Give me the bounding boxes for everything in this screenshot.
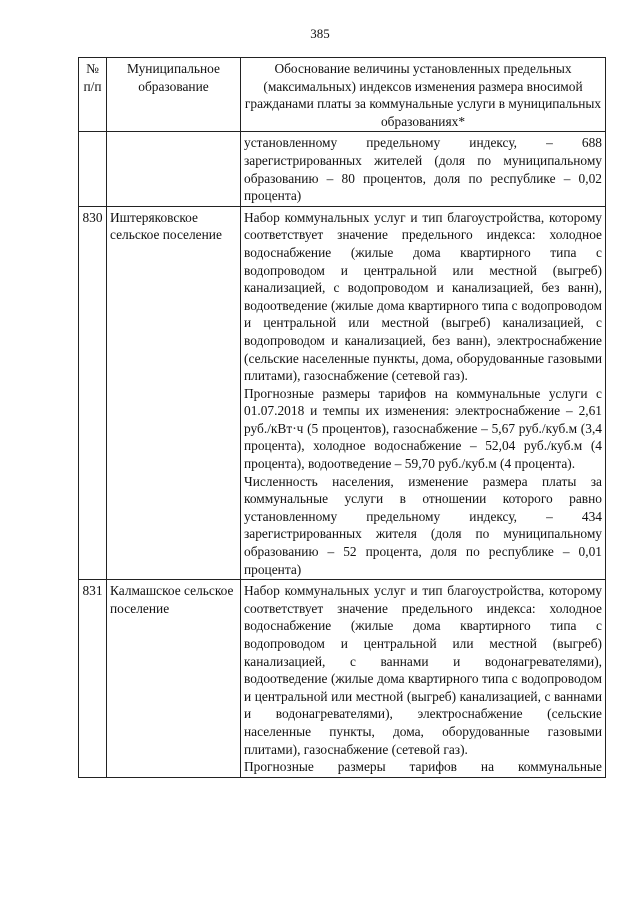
justification-paragraph: Набор коммунальных услуг и тип благоустройства, которому соответствует значение предельного индекса: холодное водоснабжение (жилые дома квартирного типа с водопроводом и центральной или местной (выгреб) канализацией, с водопроводом и канализацией, без ванн), водоотведение (жилые дома квартирного типа с водопроводом и центральной или местной (выгреб) канализацией, с водопроводом и канализацией, без ванн), электроснабжение (сельские населенные пункты, дома, оборудованные газовыми плитами), газоснабжение (сетевой газ). bbox=[244, 209, 602, 384]
table-row bbox=[79, 580, 606, 778]
row-justification bbox=[241, 580, 606, 778]
row-municipality: Калмашское сельское поселение bbox=[107, 580, 241, 778]
justification-paragraph: Прогнозные размеры тарифов на коммунальные bbox=[244, 759, 602, 775]
row-municipality bbox=[107, 132, 241, 206]
row-number: 830 bbox=[79, 206, 107, 579]
table-row bbox=[79, 206, 606, 579]
municipal-index-table bbox=[78, 57, 606, 778]
header-municipality: Муниципальное образование bbox=[107, 58, 241, 132]
table-header-row bbox=[79, 58, 606, 132]
row-justification bbox=[241, 206, 606, 579]
row-justification bbox=[241, 132, 606, 206]
justification-paragraph: Прогнозные размеры тарифов на коммунальные услуги с 01.07.2018 и темпы их изменения: электроснабжение – 2,61 руб./кВт·ч (5 процентов), газоснабжение – 5,67 руб./куб.м (3,4 процента), холодное водоснабжение – 52,04 руб./куб.м (4 процента), водоотведение – 59,70 руб./куб.м (4 процента). bbox=[244, 385, 602, 472]
table-row bbox=[79, 132, 606, 206]
justification-paragraph: установленному предельному индексу, – 688 зарегистрированных жителей (доля по муниципальному образованию – 80 процентов, доля по республике – 0,02 процента) bbox=[244, 135, 602, 204]
header-number: № п/п bbox=[79, 58, 107, 132]
header-justification: Обоснование величины установленных предельных (максимальных) индексов изменения размера вносимой гражданами платы за коммунальные услуги в муниципальных образованиях* bbox=[241, 58, 606, 132]
page-number: 385 bbox=[310, 26, 330, 41]
row-number bbox=[79, 132, 107, 206]
row-number: 831 bbox=[79, 580, 107, 778]
justification-paragraph: Численность населения, изменение размера платы за коммунальные услуги в отношении которого равно установленному предельному индексу, – 434 зарегистрированных жителя (доля по муниципальному образованию – 52 процента, доля по республике – 0,01 процента) bbox=[244, 473, 602, 577]
row-municipality: Иштеряковское сельское поселение bbox=[107, 206, 241, 579]
justification-paragraph: Набор коммунальных услуг и тип благоустройства, которому соответствует значение предельного индекса: холодное водоснабжение (жилые дома квартирного типа с водопроводом и центральной или местной (выгреб) канализацией, с ваннами и водонагревателями), водоотведение (жилые дома квартирного типа с водопроводом и центральной или местной (выгреб) канализацией, с ваннами и водонагревателями), электроснабжение (сельские населенные пункты, дома, оборудованные газовыми плитами), газоснабжение (сетевой газ). bbox=[244, 583, 602, 757]
